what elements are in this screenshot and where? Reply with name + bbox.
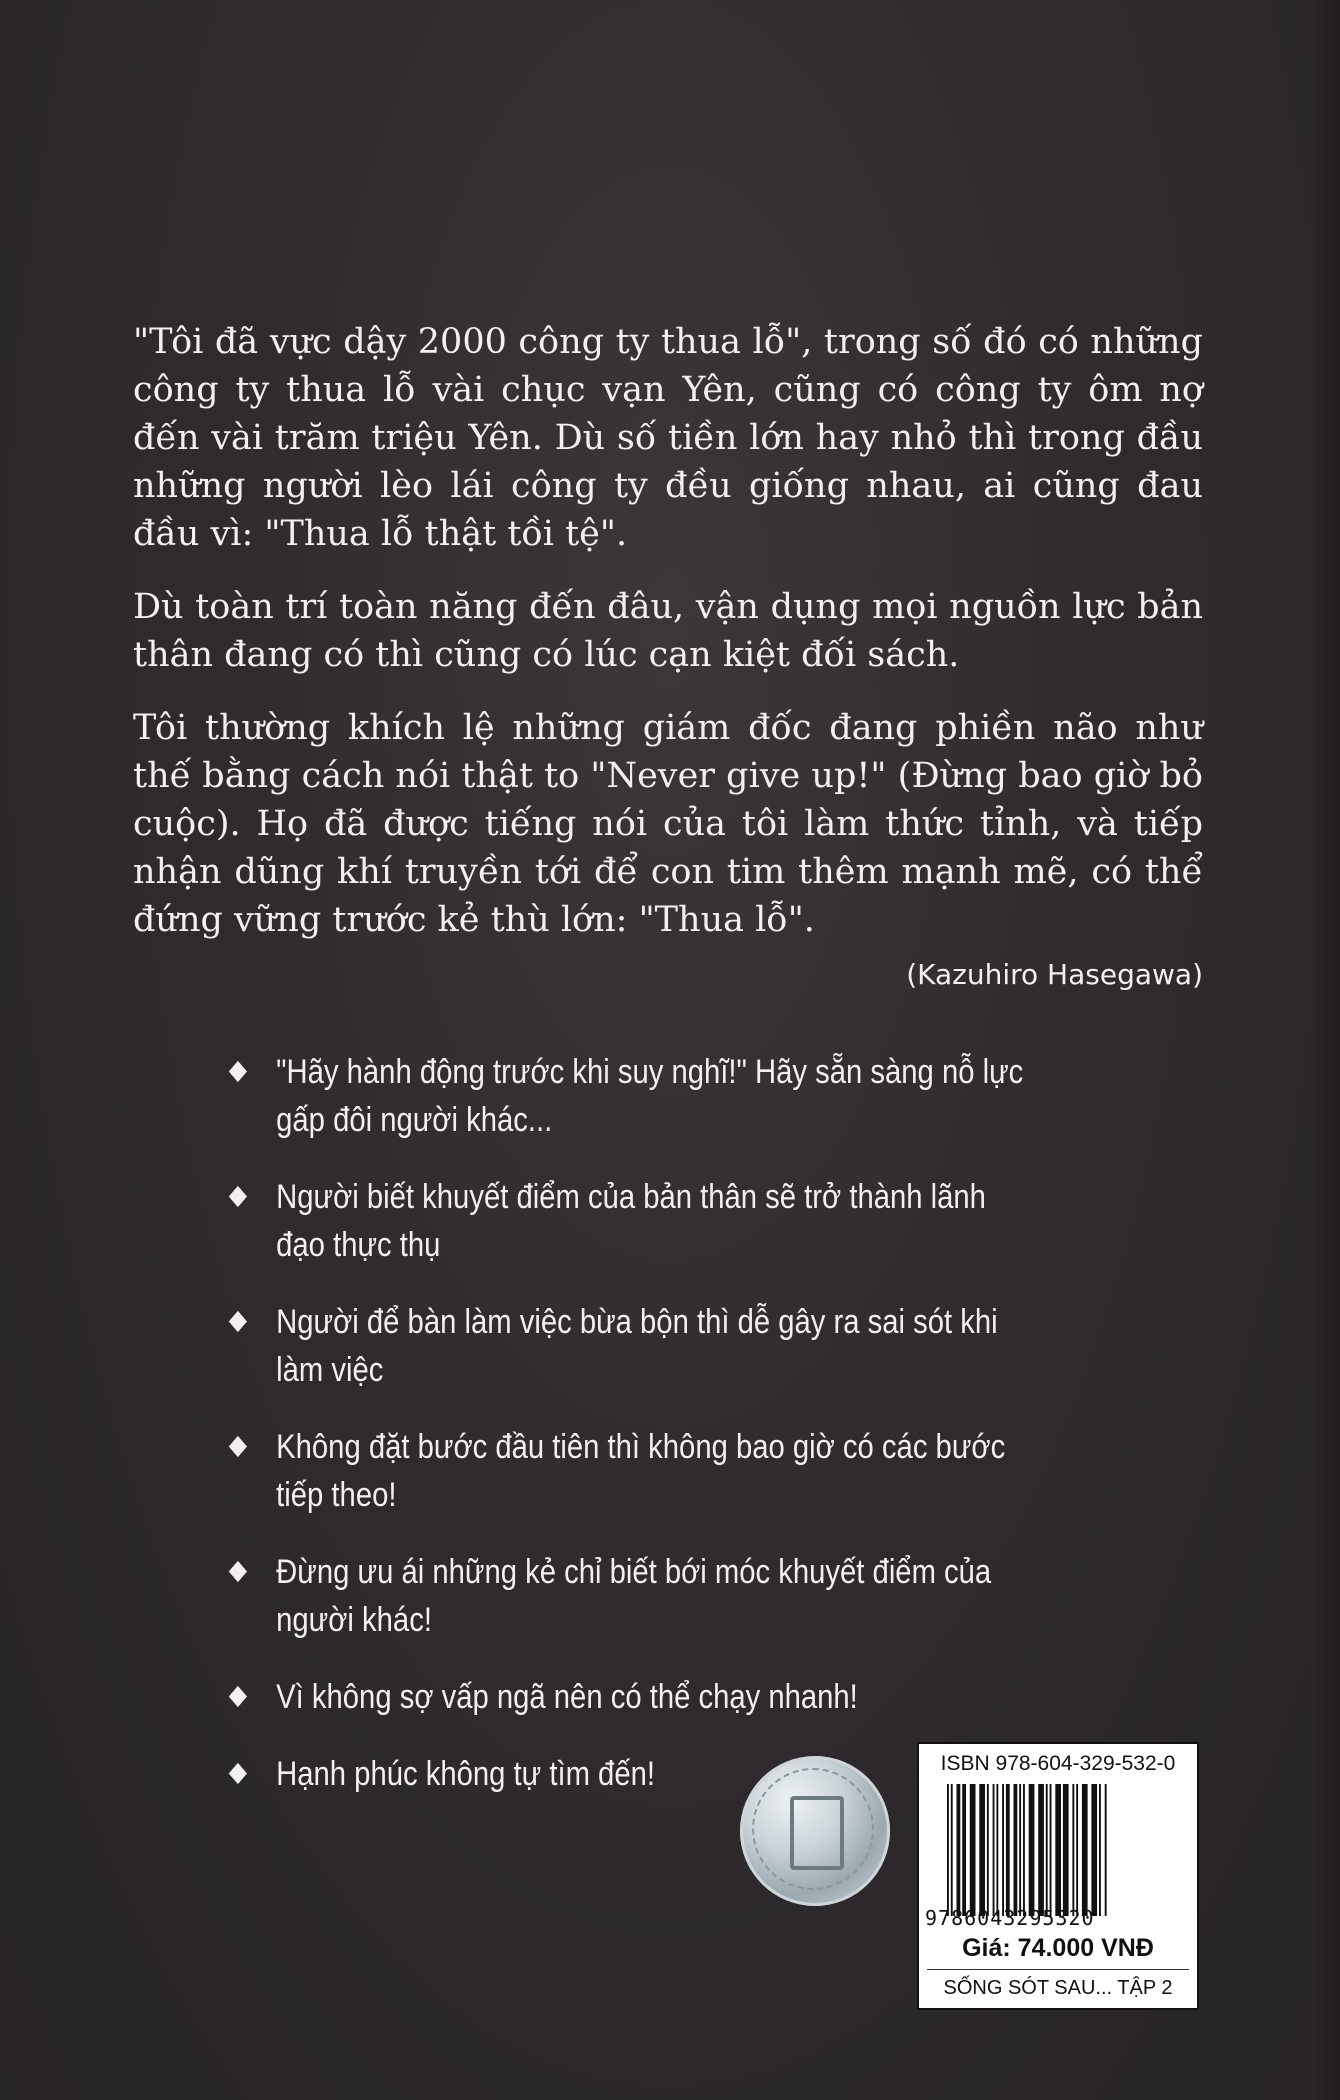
barcode-bar: [1038, 1784, 1044, 1916]
barcode-bar: [1055, 1784, 1061, 1916]
barcode-bar: [1014, 1784, 1018, 1916]
list-item-text: "Hãy hành động trước khi suy nghĩ!" Hãy sẵn sàng nỗ lực gấp đôi người khác...: [276, 1053, 1024, 1139]
barcode-bar: [993, 1784, 995, 1916]
barcode-bar: [957, 1784, 961, 1916]
author-attribution: (Kazuhiro Hasegawa): [906, 958, 1203, 991]
diamond-bullet-icon: [229, 1311, 247, 1332]
barcode-bar: [1006, 1784, 1010, 1916]
seal-emblem: [790, 1796, 844, 1870]
list-item-text: Hạnh phúc không tự tìm đến!: [276, 1755, 655, 1793]
barcode-bar: [1050, 1784, 1052, 1916]
barcode-bar: [947, 1784, 949, 1916]
barcode-bars: [945, 1784, 1175, 1916]
hologram-seal-icon: [740, 1756, 890, 1906]
intro-paragraph-1: "Tôi đã vực dậy 2000 công ty thua lỗ", trong số đó có những công ty thua lỗ vài chục vạn Yên, cũng có công ty ôm nợ đến vài trăm triệu Yên. Dù số tiền lớn hay nhỏ thì trong đầu những người lèo lái công ty đều giống nhau, ai cũng đau đầu vì: "Thua lỗ thật tồi tệ".: [133, 322, 1203, 554]
barcode-bar: [1105, 1784, 1107, 1916]
list-item: [228, 1673, 1028, 1721]
list-item: [228, 1750, 1028, 1798]
barcode-bar: [1076, 1784, 1078, 1916]
list-item-text: Vì không sợ vấp ngã nên có thể chạy nhanh!: [276, 1678, 858, 1716]
intro-paragraph-2: Dù toàn trí toàn năng đến đâu, vận dụng mọi nguồn lực bản thân đang có thì cũng có lúc cạn kiệt đối sách.: [133, 587, 1203, 675]
diamond-bullet-icon: [229, 1436, 247, 1457]
barcode-bar: [1063, 1784, 1069, 1916]
barcode-digits: 9786043295320: [925, 1906, 1095, 1930]
barcode-bar: [1072, 1784, 1074, 1916]
intro-text: [133, 318, 1203, 969]
diamond-bullet-icon: [229, 1561, 247, 1582]
barcode-label: [917, 1742, 1199, 2010]
barcode-bar: [996, 1784, 998, 1916]
label-divider: [927, 1969, 1189, 1970]
list-item: [228, 1548, 1028, 1644]
diamond-bullet-icon: [229, 1763, 247, 1784]
barcode-bar: [1002, 1784, 1004, 1916]
list-item-text: Người để bàn làm việc bừa bộn thì dễ gây ra sai sót khi làm việc: [276, 1303, 998, 1389]
cover-edge: [1312, 0, 1340, 2100]
barcode-bar: [1091, 1784, 1097, 1916]
barcode-bar: [1019, 1784, 1021, 1916]
barcode-bar: [979, 1784, 985, 1916]
barcode-bar: [962, 1784, 966, 1916]
list-item: [228, 1048, 1028, 1144]
list-item-text: Người biết khuyết điểm của bản thân sẽ trở thành lãnh đạo thực thụ: [276, 1178, 986, 1264]
barcode-bar: [970, 1784, 976, 1916]
diamond-bullet-icon: [229, 1186, 247, 1207]
barcode-bar: [951, 1784, 953, 1916]
diamond-bullet-icon: [229, 1686, 247, 1707]
diamond-bullet-icon: [229, 1061, 247, 1082]
series-title: SỐNG SÓT SAU... TẬP 2: [943, 1977, 1173, 1999]
list-item: [228, 1298, 1028, 1394]
highlight-list: [228, 1048, 1028, 1827]
list-item: [228, 1423, 1028, 1519]
barcode-bar: [1046, 1784, 1048, 1916]
barcode-bar: [987, 1784, 989, 1916]
list-item-text: Không đặt bước đầu tiên thì không bao giờ có các bước tiếp theo!: [276, 1428, 1006, 1514]
barcode-bar: [1029, 1784, 1035, 1916]
list-item-text: Đừng ưu ái những kẻ chỉ biết bới móc khuyết điểm của người khác!: [276, 1553, 992, 1639]
barcode-bar: [1082, 1784, 1088, 1916]
isbn-number: ISBN 978-604-329-532-0: [940, 1752, 1176, 1775]
intro-paragraph-3: Tôi thường khích lệ những giám đốc đang phiền não như thế bằng cách nói thật to "Never give up!" (Đừng bao giờ bỏ cuộc). Họ đã được tiếng nói của tôi làm thức tỉnh, và tiếp nhận dũng khí truyền tới để con tim thêm mạnh mẽ, có thể đứng vững trước kẻ thù lớn: "Thua lỗ".: [133, 708, 1203, 940]
price-label: Giá: 74.000 VNĐ: [962, 1934, 1154, 1962]
barcode-bar: [1099, 1784, 1101, 1916]
barcode-bar: [1023, 1784, 1025, 1916]
list-item: [228, 1173, 1028, 1269]
